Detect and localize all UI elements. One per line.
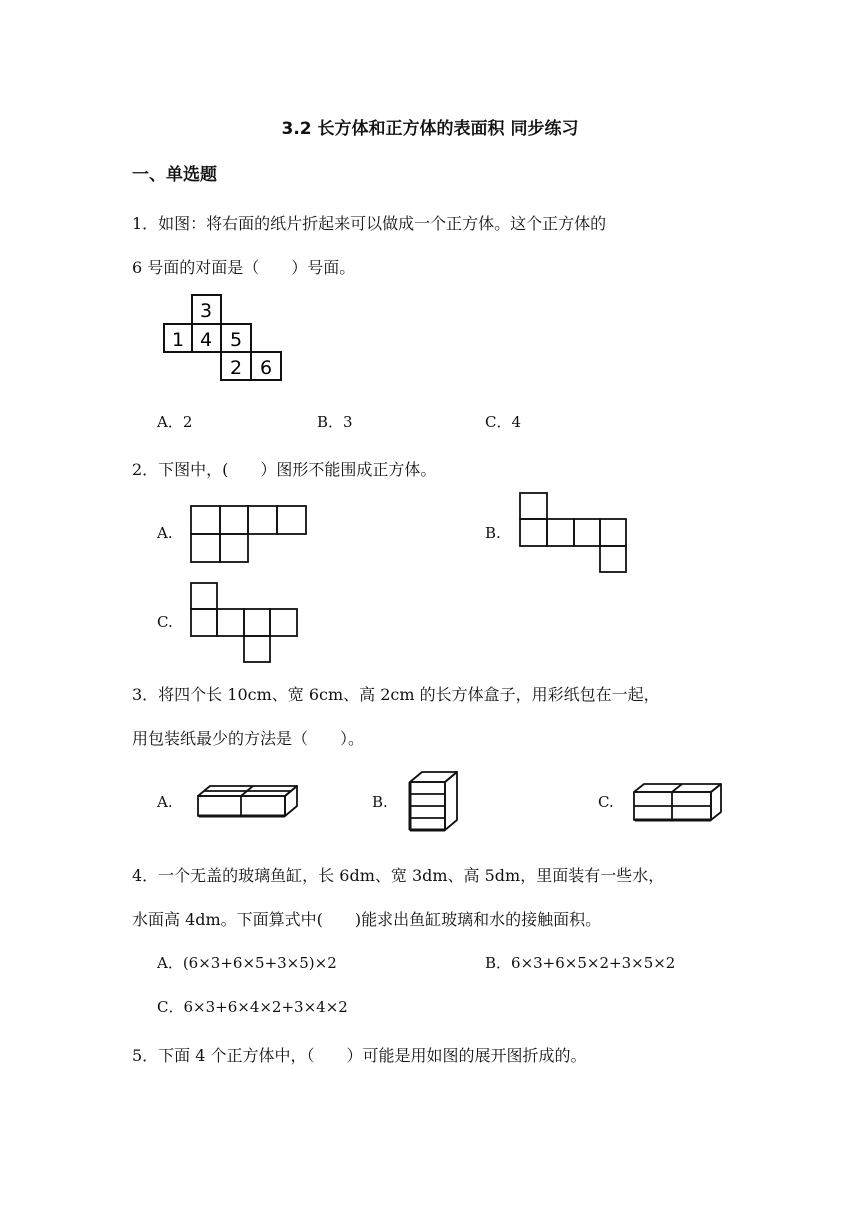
q5-line1: 5．下面 4 个正方体中，（ ）可能是用如图的展开图折成的。 xyxy=(132,1046,587,1065)
page-title: 3.2 长方体和正方体的表面积 同步练习 xyxy=(281,119,579,139)
q3-label-c: C. xyxy=(598,793,614,811)
q2-line1: 2．下图中，( ）图形不能围成正方体。 xyxy=(132,460,437,479)
q4-option-c: C．6×3+6×4×2+3×4×2 xyxy=(157,998,348,1016)
net-number: 4 xyxy=(199,329,213,351)
q2-net-b xyxy=(519,492,629,574)
q3-box-arrangement-b xyxy=(408,770,460,834)
q3-box-arrangement-c xyxy=(632,782,724,824)
section-title: 一、单选题 xyxy=(132,165,217,185)
q1-line1: 1．如图：将右面的纸片折起来可以做成一个正方体。这个正方体的 xyxy=(132,214,607,233)
q1-option-a: A．2 xyxy=(157,413,193,431)
q2-label-c: C. xyxy=(157,613,173,631)
q3-box-arrangement-a xyxy=(196,784,300,820)
net-number: 5 xyxy=(229,329,243,351)
q2-net-a xyxy=(190,505,308,563)
q4-option-b: B．6×3+6×5×2+3×5×2 xyxy=(485,954,676,972)
q2-label-b: B. xyxy=(485,524,501,542)
q3-line1: 3．将四个长 10cm、宽 6cm、高 2cm 的长方体盒子，用彩纸包在一起， xyxy=(132,685,660,704)
q4-line1: 4．一个无盖的玻璃鱼缸，长 6dm、宽 3dm、高 5dm，里面装有一些水， xyxy=(132,866,665,885)
net-number: 6 xyxy=(259,357,273,379)
net-number: 3 xyxy=(199,300,213,322)
q4-line2: 水面高 4dm。下面算式中( )能求出鱼缸玻璃和水的接触面积。 xyxy=(132,910,602,929)
q1-option-c: C．4 xyxy=(485,413,522,431)
net-number: 2 xyxy=(229,357,243,379)
q2-label-a: A. xyxy=(157,524,173,542)
q3-label-a: A. xyxy=(157,793,173,811)
q1-line2: 6 号面的对面是（ ）号面。 xyxy=(132,258,356,277)
q1-option-b: B．3 xyxy=(317,413,353,431)
q3-label-b: B. xyxy=(372,793,388,811)
q1-cube-net xyxy=(163,294,285,382)
net-number: 1 xyxy=(171,329,185,351)
q2-net-c xyxy=(190,582,300,664)
q3-line2: 用包装纸最少的方法是（ ）。 xyxy=(132,729,365,748)
q4-option-a: A．(6×3+6×5+3×5)×2 xyxy=(157,954,337,972)
